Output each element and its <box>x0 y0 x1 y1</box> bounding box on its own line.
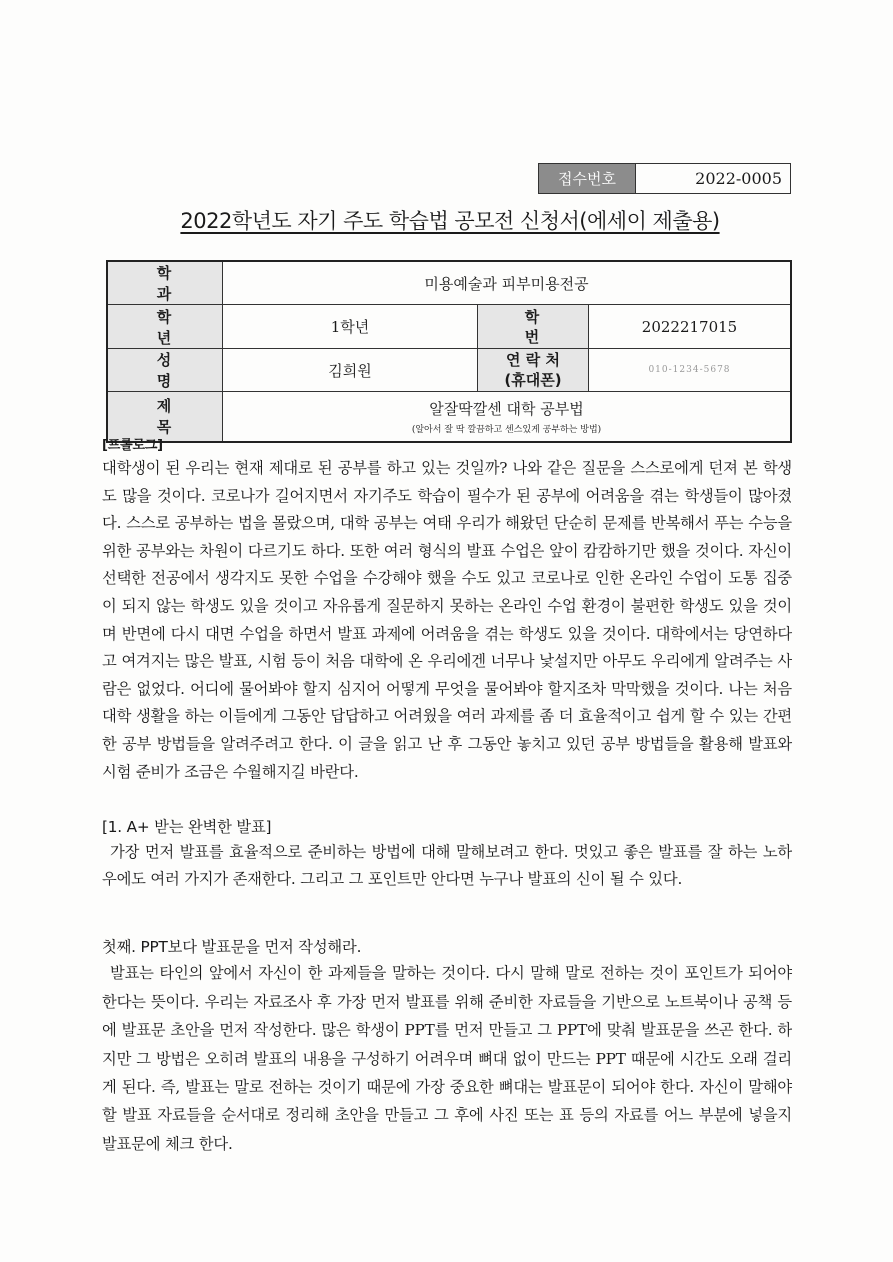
receipt-label: 접수번호 <box>539 164 635 193</box>
contact-value: 010-1234-5678 <box>589 349 792 392</box>
dept-value: 미용예술과 피부미용전공 <box>223 261 792 305</box>
section1 <box>102 815 792 893</box>
subject-cell <box>223 392 792 442</box>
subject-label: 제 목 <box>107 392 223 442</box>
student-id-value: 2022217015 <box>589 305 792 349</box>
receipt-number: 2022-0005 <box>635 164 790 193</box>
student-id-label: 학 번 <box>478 305 589 349</box>
name-label: 성 명 <box>107 349 223 392</box>
first-point-heading: 첫째. PPT보다 발표문을 먼저 작성해라. <box>102 938 362 956</box>
contact-label <box>478 349 589 392</box>
prologue-section <box>102 437 792 786</box>
page-title: 2022학년도 자기 주도 학습법 공모전 신청서(에세이 제출용) <box>180 209 720 233</box>
dept-label: 학 과 <box>107 261 223 305</box>
section1-heading: [1. A+ 받는 완벽한 발표] <box>102 818 272 836</box>
contact-label-sub: (휴대폰) <box>504 371 562 389</box>
name-value: 김희원 <box>223 349 478 392</box>
grade-label: 학 년 <box>107 305 223 349</box>
contact-label-text: 연 락 처 <box>506 351 560 369</box>
first-point-section <box>102 935 792 1158</box>
prologue-heading: [프롤로그] <box>102 438 163 453</box>
receipt-number-box <box>538 163 791 194</box>
first-point-text: 발표는 타인의 앞에서 자신이 한 과제들을 말하는 것이다. 다시 말해 말로 전하는 것이 포인트가 되어야 한다는 뜻이다. 우리는 자료조사 후 가장 먼저 발표를 위해 준비한 자료들을 기반으로 노트북이나 공책 등에 발표문 초안을 먼저 작성한다. 많은 학생이 PPT를 먼저 만들고 그 PPT에 맞춰 발표문을 쓰곤 한다. 하지만 그 방법은 오히려 발표의 내용을 구성하기 어려우며 뼈대 없이 만드는 PPT 때문에 시간도 오래 걸리게 된다. 즉, 발표는 말로 전하는 것이기 때문에 가장 중요한 뼈대는 발표문이 되어야 한다. 자신이 말해야 할 발표 자료들을 순서대로 정리해 초안을 만들고 그 후에 사진 또는 표 등의 자료를 어느 부분에 넣을지 발표문에 체크 한다. <box>102 964 792 1153</box>
subject-value: 알잘딱깔센 대학 공부법 <box>429 399 584 418</box>
applicant-info-table <box>106 260 792 443</box>
grade-value: 1학년 <box>223 305 478 349</box>
prologue-text: 대학생이 된 우리는 현재 제대로 된 공부를 하고 있는 것일까? 나와 같은 질문을 스스로에게 던져 본 학생도 많을 것이다. 코로나가 길어지면서 자기주도 학습이 필수가 된 공부에 어려움을 겪는 학생들이 많아졌다. 스스로 공부하는 법을 몰랐으며, 대학 공부는 여태 우리가 해왔던 단순히 문제를 반복해서 푸는 수능을 위한 공부와는 차원이 다르기도 하다. 또한 여러 형식의 발표 수업은 앞이 캄캄하기만 했을 것이다. 자신이 선택한 전공에서 생각지도 못한 수업을 수강해야 했을 수도 있고 코로나로 인한 온라인 수업이 도통 집중이 되지 않는 학생도 있을 것이고 자유롭게 질문하지 못하는 온라인 수업 환경이 불편한 학생도 있을 것이며 반면에 다시 대면 수업을 하면서 발표 과제에 어려움을 겪는 학생도 있을 것이다. 대학에서는 당연하다고 여겨지는 많은 발표, 시험 등이 처음 대학에 온 우리에겐 너무나 낯설지만 아무도 우리에게 알려주는 사람은 없었다. 어디에 물어봐야 할지 심지어 어떻게 무엇을 물어봐야 할지조차 막막했을 것이다. 나는 처음 대학 생활을 하는 이들에게 그동안 답답하고 어려웠을 여러 과제를 좀 더 효율적이고 쉽게 할 수 있는 간편한 공부 방법들을 알려주려고 한다. 이 글을 읽고 난 후 그동안 놓치고 있던 공부 방법들을 활용해 발표와 시험 준비가 조금은 수월해지길 바란다. <box>102 459 792 781</box>
section1-text: 가장 먼저 발표를 효율적으로 준비하는 방법에 대해 말해보려고 한다. 멋있고 좋은 발표를 잘 하는 노하우에도 여러 가지가 존재한다. 그리고 그 포인트만 안다면 누구나 발표의 신이 될 수 있다. <box>102 843 792 889</box>
subject-subtitle: (알아서 잘 딱 깔끔하고 센스있게 공부하는 방법) <box>411 424 602 435</box>
